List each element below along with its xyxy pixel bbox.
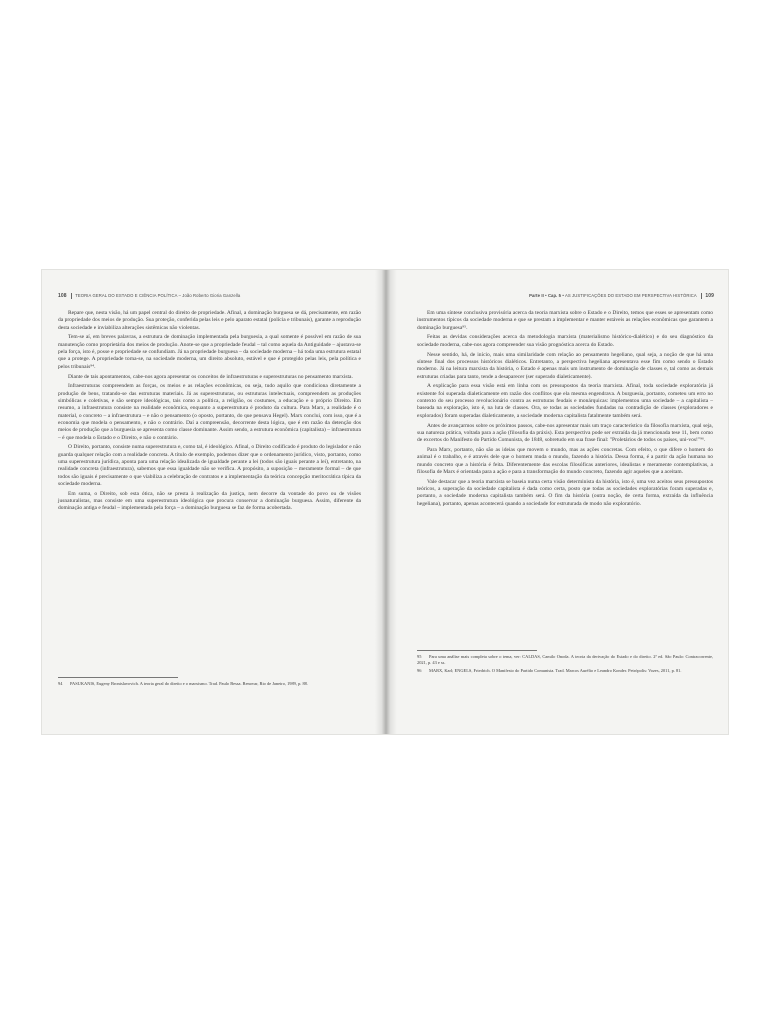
paragraph: Nesse sentido, há, de início, mais uma similaridade com relação ao pensamento hegeliano, qual seja, a noção de que há uma síntese final dos processos históricos dialéticos. Entretanto, a perspectiva hegeliana apresentava esse fim como sendo o Estado moderno. Já na leitura marxista da história, o Estado é apenas mais um instrumento de dominação de classes e, tal como as demais estruturas criadas para tanto, tende a desaparecer (ser superado dialeticamente). [417,351,713,380]
page-number: 108 [58,293,67,300]
paragraph: Infraestruturas compreendem as forças, os meios e as relações econômicas, ou seja, tudo aquilo que condiciona diretamente a produção de bens, tratando-se das estruturas materiais. Já as superestruturas, ou estruturas intelectuais, compreendem as produções simbólicas e coletivas, e são sempre ideológicas, tais como a política, a religião, os costumes, a educação e o próprio Direito. Em resumo, a infraestrutura consiste na realidade econômica, enquanto a superestrutura é produto da cultura. Para Marx, a realidade é o material, o concreto – a infraestrutura – e não o pensamento (o oposto, portanto, do que pensava Hegel). Marx conclui, com isso, que é a economia que modela o pensamento, e não o contrário. Daí a compreensão, decorrente desta lógica, que é em razão da detenção dos meios de produção que a burguesia se apresenta como classe dominante. Assim sendo, a estrutura econômica (capitalista) – infraestrutura – é que modela o Estado e o Direito, e não o contrário. [58,383,361,441]
book-gutter [375,270,397,734]
paragraph: Antes de avançarmos sobre os próximos passos, cabe-nos apresentar mais um traço característico da filosofia marxista, qual seja, sua natureza prática, voltada para a ação (filosofia da práxis). Esta perspectiva pode ser extraída da já mencionada tese 11, bem como de excertos do Manifesto do Partido Comunista, de 1848, sobretudo em sua frase final: "Proletários de todos os países, uni-vos!"⁹⁶. [417,422,713,444]
footnote-rule [58,677,178,678]
right-page-footnotes [417,654,713,675]
left-page-header: 108 TEORIA GERAL DO ESTADO E CIÊNCIA POLÍTICA – João Roberto Gioria Ganzella [58,293,241,300]
open-book [42,270,728,734]
footnote [417,654,713,666]
right-page-body [417,310,713,511]
footnote-number: 95 [417,654,422,659]
paragraph: Tem-se aí, em breves palavras, a estrutura de dominação implementada pela burguesia, a qual somente é possível em razão de sua manutenção como proprietária dos meios de produção. Anote-se que a propriedade feudal – tal como aquela da Antiguidade – ajustava-se pela força, isto é, posse e propriedade se confundiam. Já na propriedade burguesa – da sociedade moderna – há toda uma estrutura estatal que a protege. A propriedade torna-se, na sociedade moderna, um direito absoluto, estável e que é protegido pelas leis, pela política e pelos tribunais⁹⁴. [58,334,361,370]
paragraph: A explicação para essa visão está em linha com os pressupostos da teoria marxista. Afinal, toda sociedade exploratória já existente foi superada dialeticamente em razão dos conflitos que ela mesma engendrava. A burguesia, portanto, cometeu um erro no contexto do seu processo revolucionário contra as estruturas feudais e monárquicas: implementou uma sociedade – a capitalista – baseada na exploração, isto é, na luta de classes. Ora, se todas as sociedades fundadas na contradição de classes (exploradores e explorados) foram superadas dialeticamente, a sociedade moderna capitalista fatalmente também será. [417,383,713,419]
footnote-text: Para uma análise mais completa sobre o tema, ver: CALDAS, Camilo Onoda. A teoria da derivação do Estado e do direito. 2ª ed. São Paulo: Contracorrente, 2021, p. 43 e ss. [417,654,713,665]
footnote-rule [417,650,537,651]
part-label: Parte II [529,293,544,299]
footnote-number: 94 [58,681,63,686]
chapter-title: AS JUSTIFICAÇÕES DO ESTADO EM PERSPECTIVA HISTÓRICA [564,293,697,299]
paragraph: Repare que, nesta visão, há um papel central do direito de propriedade. Afinal, a dominação burguesa se dá, precisamente, em razão da propriedade dos meios de produção. Sua proteção, conferida pelas leis e pelo aparato estatal (polícia e tribunais), garante a reprodução desta sociedade e inviabiliza alterações sistêmicas não violentas. [58,310,361,331]
header-divider [701,293,702,299]
book-author: João Roberto Gioria Ganzella [182,293,241,299]
right-page-header: Parte II • Cap. 5 • AS JUSTIFICAÇÕES DO ESTADO EM PERSPECTIVA HISTÓRICA 109 [529,293,714,300]
paragraph: O Direito, portanto, consiste numa superestrutura e, como tal, é ideológico. Afinal, o Direito codificado é produto do legislador e não guarda qualquer relação com a realidade concreta. A título de exemplo, podemos dizer que o ordenamento jurídico, visto, portanto, como uma superestrutura jurídica, aponta para uma relação idealizada de igualdade perante a lei (todos são iguais perante a lei), entretanto, na realidade concreta (infraestrutura), sabemos que essa igualdade não se verifica. A propósito, a suposição – meramente formal – de que todos são iguais é precisamente o que viabiliza a celebração de contratos e a implementação da teórica concepção meritocrática típica da sociedade moderna. [58,444,361,487]
header-divider [71,293,72,299]
page-number: 109 [705,293,714,300]
footnote-number: 96 [417,667,422,673]
footnote-text: MARX, Karl; ENGELS, Friedrich. O Manifesto do Partido Comunista. Trad. Marcos Aurélio e Leandro Konder. Petrópolis: Vozes, 2011, p. 81. [429,667,682,673]
left-page-body [58,310,361,515]
paragraph: Em uma síntese conclusiva provisória acerca da teoria marxista sobre o Estado e o Direito, temos que esses se apresentam como instrumentos típicos da sociedade moderna e que se prestam a implementar e manter estáveis as relações econômicas que garantem a dominação burguesa⁹⁵. [417,310,713,331]
footnote-text: PASUKANIS, Eugeny Bronislavovich. A teoria geral do direito e o marxismo. Trad. Paulo Bessa. Renovar, Rio de Janeiro, 1989, p. 88. [70,681,308,686]
footnote [58,681,361,687]
paragraph: Vale destacar que a teoria marxista se baseia numa certa visão determinista da história, isto é, uma vez aceitos seus pressupostos teóricos, a superação da sociedade capitalista é dada como certa, posto que todas as sociedades exploratórias foram superadas e, portanto, a sociedade moderna capitalista também será. O fim da história (outra noção, de certa forma, extraída da influência hegeliana), portanto, apenas acontecerá quando a sociedade for estruturada de modo não exploratório. [417,478,713,507]
left-page [42,270,385,734]
left-page-footnotes [58,681,361,689]
paragraph: Para Marx, portanto, não são as ideias que movem o mundo, mas as ações concretas. Com efeito, o que difere o homem do animal é o trabalho, e é através dele que o homem muda o mundo, fazendo a história. Dessa forma, é a partir da ação humana no mundo concreto que a história é feita. Diferentemente das escolas filosóficas anteriores, idealistas e meramente contemplativas, a filosofia de Marx é orientada para a ação e para a transformação do mundo concreto, fazendo agir aqueles que a aceitam. [417,447,713,475]
paragraph: Diante de tais apontamentos, cabe-nos agora apresentar os conceitos de infraestruturas e superestruturas no pensamento marxista. [68,373,353,380]
book-title: TEORIA GERAL DO ESTADO E CIÊNCIA POLÍTICA [75,293,178,299]
right-page [385,270,728,734]
paragraph: Em suma, o Direito, sob esta ótica, não se presta à realização da justiça, nem decorre da vontade do povo ou de visões jusnaturalistas, mas consiste em uma superestrutura ideológica que procura conservar a dominação burguesa. Assim, diferente da dominação antiga e feudal – implementada pela força – a dominação burguesa se faz de forma acobertada. [58,490,361,512]
chapter-label: Cap. 5 [547,293,562,299]
footnote [417,668,713,674]
paragraph: Feitas as devidas considerações acerca da metodologia marxista (materialismo histórico-dialético) e do seu diagnóstico da sociedade moderna, cabe-nos agora compreender sua visão prognóstica acerca do Estado. [417,334,713,348]
